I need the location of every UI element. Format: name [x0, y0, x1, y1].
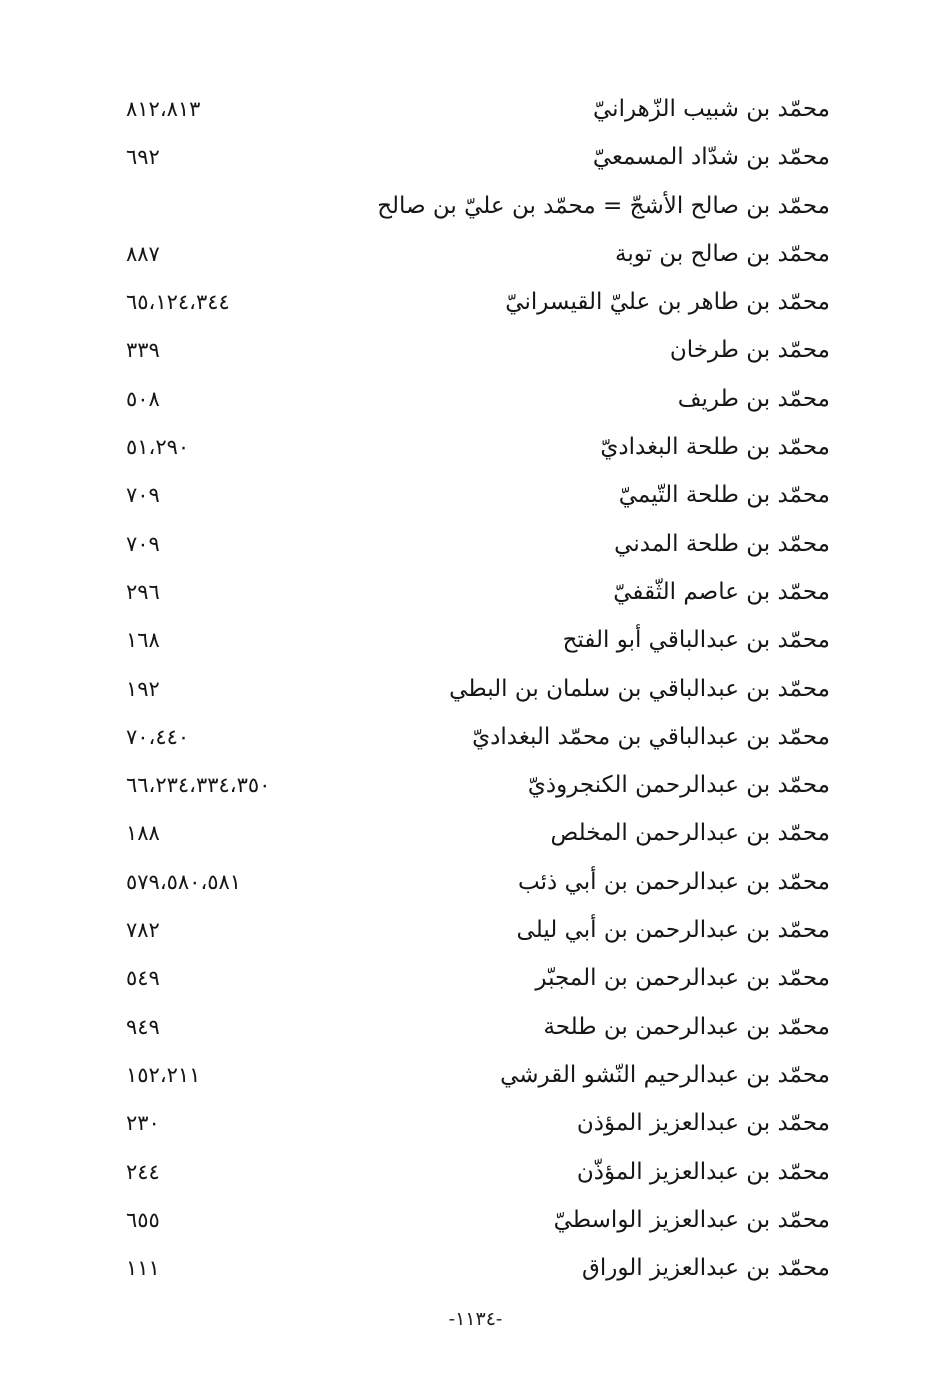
- index-entry: [0, 279, 951, 327]
- entry-name: محمّد بن طلحة المدني: [614, 530, 830, 557]
- entry-page-refs: ١٦٨: [126, 628, 160, 653]
- index-entry: [0, 762, 951, 810]
- index-entry: [0, 1052, 951, 1100]
- entry-page-refs: ١١١: [126, 1256, 160, 1281]
- entry-name: محمّد بن عبدالرحمن بن أبي ليلى: [516, 917, 830, 944]
- entry-name: محمّد بن طاهر بن عليّ القيسرانيّ: [505, 289, 830, 316]
- entry-name: محمّد بن عبدالعزيز الوراق: [581, 1255, 830, 1282]
- index-entry: [0, 86, 951, 134]
- entry-page-refs: ١٩٢: [126, 676, 160, 701]
- entry-page-refs: ١٨٨: [126, 821, 160, 846]
- index-entry: [0, 1245, 951, 1293]
- entry-page-refs: ٣٣٩: [126, 338, 160, 363]
- entry-name: محمّد بن عبدالرحمن الكنجروذيّ: [527, 772, 830, 799]
- entry-name: محمّد بن طلحة التّيميّ: [618, 482, 830, 509]
- entry-name: محمّد بن صالح الأشجّ = محمّد بن عليّ بن صالح: [377, 192, 830, 219]
- page-number: -١١٣٤-: [448, 1308, 503, 1330]
- entry-name: محمّد بن عبدالباقي أبو الفتح: [562, 627, 830, 654]
- index-entry: [0, 183, 951, 231]
- index-entry-list: [0, 86, 951, 1293]
- index-entry: [0, 810, 951, 858]
- index-entry: [0, 231, 951, 279]
- entry-page-refs: ٥٤٩: [126, 966, 160, 991]
- entry-name: محمّد بن طرخان: [669, 337, 830, 364]
- entry-name: محمّد بن صالح بن توبة: [614, 240, 830, 267]
- entry-page-refs: ٦٩٢: [126, 145, 160, 170]
- entry-page-refs: ١٥٢،٢١١: [126, 1062, 201, 1087]
- entry-page-refs: ٦٦،٢٣٤،٣٣٤،٣٥٠: [126, 773, 271, 798]
- entry-page-refs: ٦٥،١٢٤،٣٤٤: [126, 290, 230, 315]
- entry-page-refs: ٧٠،٤٤٠: [126, 724, 190, 749]
- entry-page-refs: ٨٨٧: [126, 241, 160, 266]
- entry-page-refs: ٢٤٤: [126, 1159, 160, 1184]
- entry-page-refs: ٢٣٠: [126, 1111, 160, 1136]
- index-entry: [0, 134, 951, 182]
- entry-page-refs: ٧٠٩: [126, 483, 160, 508]
- entry-name: محمّد بن عبدالعزيز المؤذّن: [576, 1158, 830, 1185]
- entry-name: محمّد بن طلحة البغداديّ: [600, 434, 830, 461]
- entry-name: محمّد بن عبدالباقي بن سلمان بن البطي: [449, 675, 830, 702]
- index-entry: [0, 1100, 951, 1148]
- entry-page-refs: ٨١٢،٨١٣: [126, 97, 201, 121]
- entry-name: محمّد بن عبدالعزيز المؤذن: [576, 1110, 830, 1137]
- index-entry: [0, 472, 951, 520]
- entry-page-refs: ٩٤٩: [126, 1014, 160, 1039]
- entry-name: محمّد بن عبدالرحمن بن طلحة: [543, 1013, 830, 1040]
- index-entry: [0, 376, 951, 424]
- entry-name: محمّد بن طريف: [677, 385, 830, 412]
- entry-name: محمّد بن عبدالرحيم النّشو القرشي: [500, 1061, 830, 1088]
- entry-page-refs: ٧٠٩: [126, 531, 160, 556]
- index-entry: [0, 666, 951, 714]
- index-entry: [0, 569, 951, 617]
- index-entry: [0, 714, 951, 762]
- entry-name: محمّد بن عبدالرحمن المخلص: [550, 820, 830, 847]
- entry-page-refs: ٥١،٢٩٠: [126, 435, 190, 460]
- entry-name: محمّد بن عبدالرحمن بن أبي ذئب: [518, 868, 830, 895]
- index-entry: [0, 907, 951, 955]
- entry-page-refs: ٢٩٦: [126, 579, 160, 604]
- entry-name: محمّد بن عاصم الثّقفيّ: [613, 578, 830, 605]
- index-entry: [0, 1197, 951, 1245]
- entry-page-refs: ٥٧٩،٥٨٠،٥٨١: [126, 869, 242, 894]
- entry-name: محمّد بن شبيب الزّهرانيّ: [593, 96, 830, 122]
- index-entry: [0, 424, 951, 472]
- index-entry: [0, 859, 951, 907]
- index-entry: [0, 617, 951, 665]
- entry-name: محمّد بن عبدالباقي بن محمّد البغداديّ: [472, 723, 830, 750]
- index-entry: [0, 327, 951, 375]
- entry-page-refs: ٥٠٨: [126, 386, 160, 411]
- index-entry: [0, 1149, 951, 1197]
- index-entry: [0, 955, 951, 1003]
- entry-name: محمّد بن عبدالرحمن بن المجبّر: [535, 965, 830, 992]
- index-entry: [0, 521, 951, 569]
- entry-name: محمّد بن عبدالعزيز الواسطيّ: [553, 1206, 830, 1233]
- entry-page-refs: ٦٥٥: [126, 1207, 160, 1232]
- entry-name: محمّد بن شدّاد المسمعيّ: [592, 144, 830, 171]
- entry-page-refs: ٧٨٢: [126, 918, 160, 943]
- index-entry: [0, 1004, 951, 1052]
